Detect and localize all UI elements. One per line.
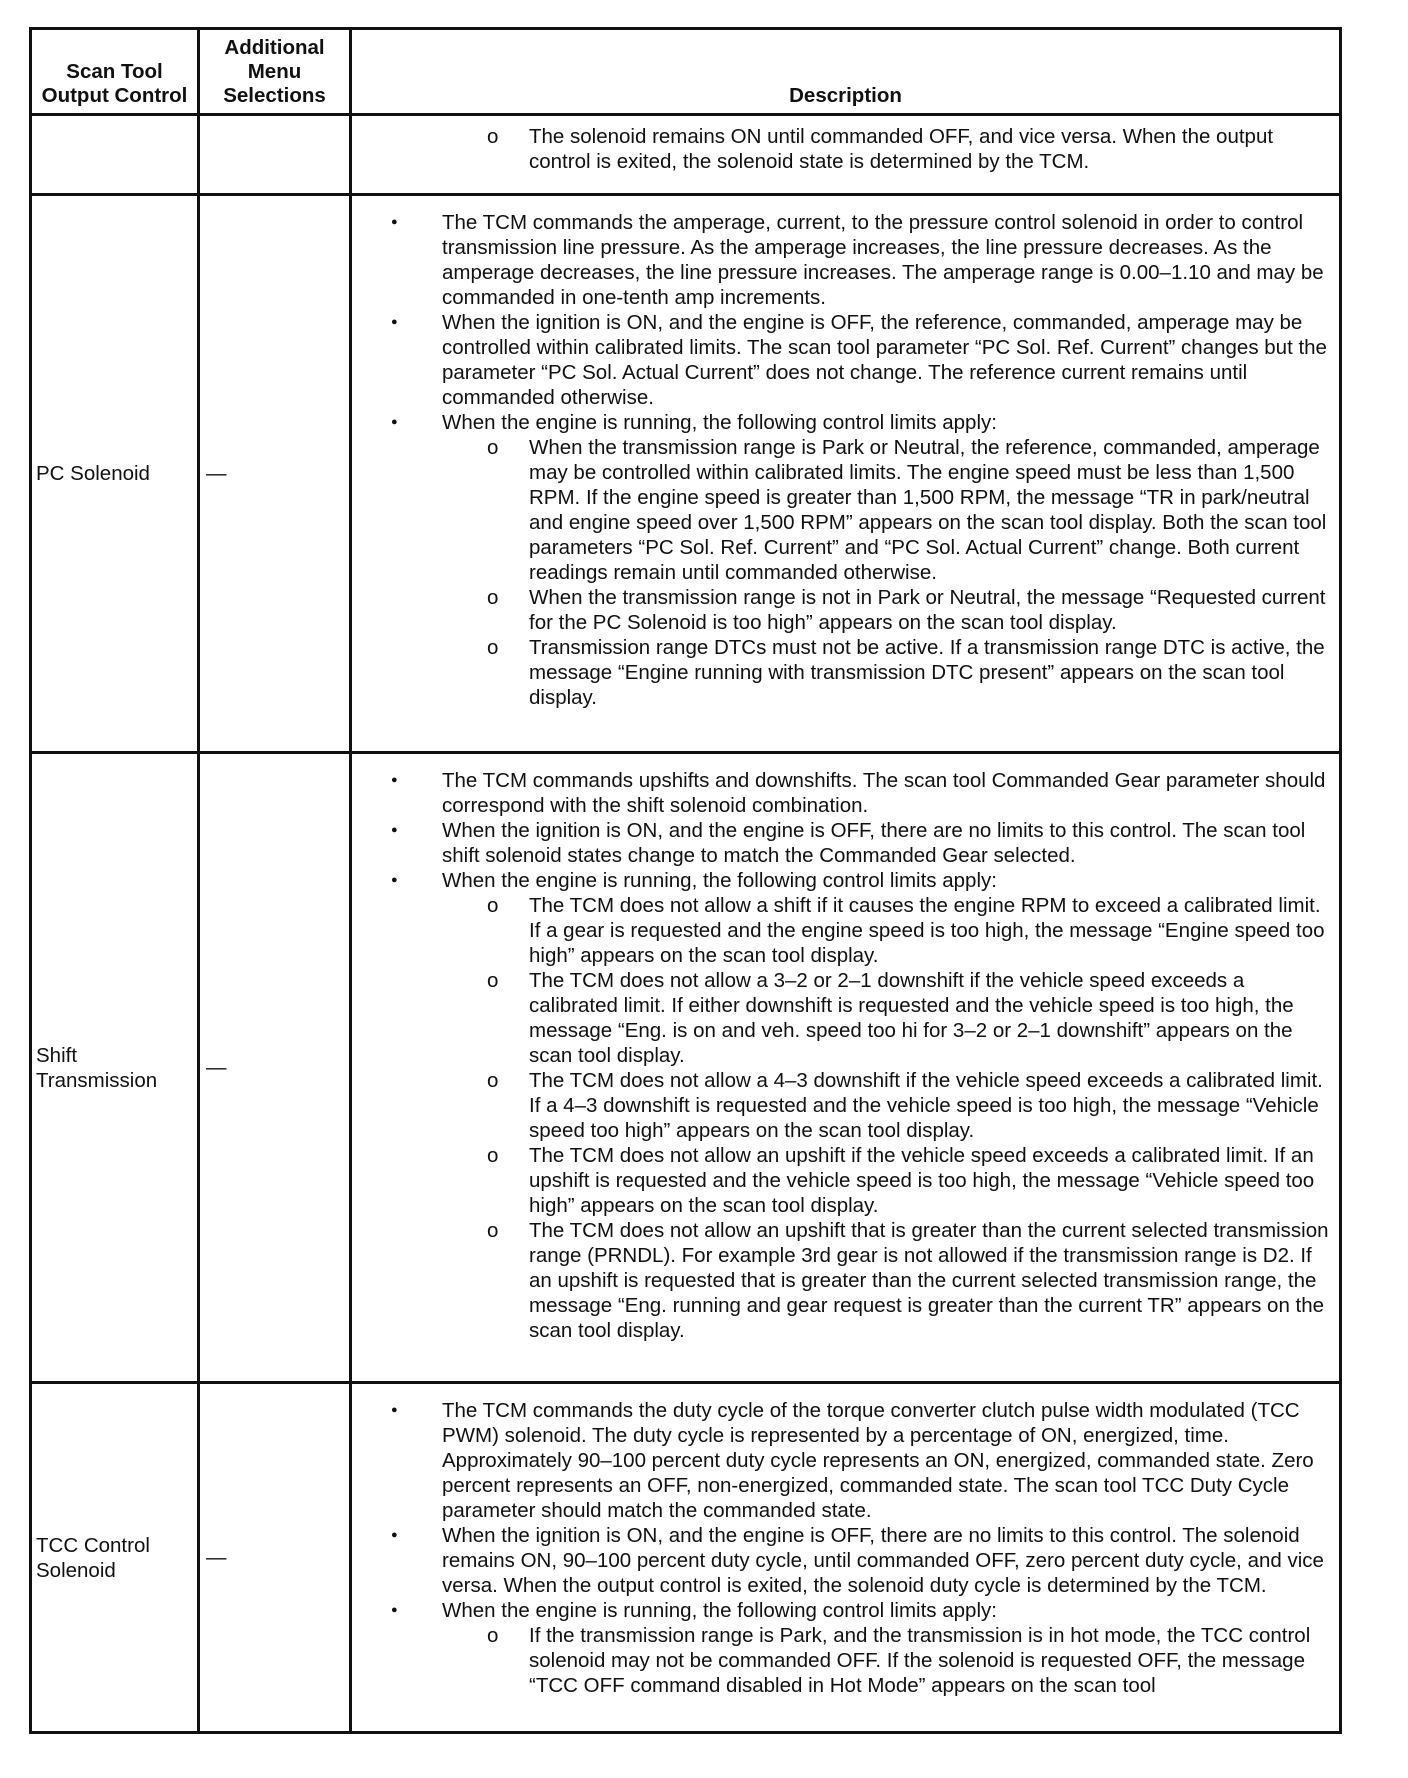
control-name (31, 115, 199, 195)
menu-selection: — (199, 753, 351, 1383)
menu-selection: — (199, 1383, 351, 1733)
output-control-table (29, 27, 1342, 1734)
bullet-text: When the engine is running, the following control limits apply: (442, 1599, 997, 1622)
menu-selection (199, 115, 351, 195)
sub-item: o The TCM does not allow a 3–2 or 2–1 downshift if the vehicle speed exceeds a calibrated limit. If either downshift is requested and the vehicle speed is too high, the message “Eng. is on and veh. speed too hi for 3–2 or 2–1 downshift” appears on the scan tool display. (529, 968, 1335, 1068)
control-name: TCC Control Solenoid (31, 1383, 199, 1733)
control-name: PC Solenoid (31, 195, 199, 753)
bullet-item (442, 1598, 1335, 1698)
description-cell (351, 195, 1341, 753)
control-name: Shift Transmission (31, 753, 199, 1383)
sub-item: o The TCM does not allow a 4–3 downshift if the vehicle speed exceeds a calibrated limit. If a 4–3 downshift is requested and the vehicle speed is too high, the message “Vehicle speed too high” appears on the scan tool display. (529, 1068, 1335, 1143)
bullet-item: ● The TCM commands upshifts and downshifts. The scan tool Commanded Gear parameter should correspond with the shift solenoid combination. (442, 768, 1335, 818)
table-row-continuation (31, 115, 1341, 195)
bullet-item: ● The TCM commands the duty cycle of the torque converter clutch pulse width modulated (TCC PWM) solenoid. The duty cycle is represented by a percentage of ON, energized, time. Approximately 90–100 percent duty cycle represents an ON, energized, commanded state. Zero percent represents an OFF, non-energized, commanded state. The scan tool TCC Duty Cycle parameter should match the commanded state. (442, 1398, 1335, 1523)
sub-item: o The TCM does not allow a shift if it causes the engine RPM to exceed a calibrated limit. If a gear is requested and the engine speed is too high, the message “Engine speed too high” appears on the scan tool display. (529, 893, 1335, 968)
bullet-item: ● When the ignition is ON, and the engine is OFF, there are no limits to this control. The solenoid remains ON, 90–100 percent duty cycle, until commanded OFF, zero percent duty cycle, and vice versa. When the output control is exited, the solenoid duty cycle is determined by the TCM. (442, 1523, 1335, 1598)
sub-item: o Transmission range DTCs must not be active. If a transmission range DTC is active, the message “Engine running with transmission DTC present” appears on the scan tool display. (529, 635, 1335, 710)
header-description: Description (351, 29, 1341, 115)
bullet-text: When the engine is running, the following control limits apply: (442, 411, 997, 434)
bullet-item: ● The TCM commands the amperage, current, to the pressure control solenoid in order to control transmission line pressure. As the amperage increases, the line pressure decreases. As the amperage decreases, the line pressure increases. The amperage range is 0.00–1.10 and may be commanded in one-tenth amp increments. (442, 210, 1335, 310)
menu-selection: — (199, 195, 351, 753)
table-row-tcc-control-solenoid (31, 1383, 1341, 1733)
sub-item: o The TCM does not allow an upshift if the vehicle speed exceeds a calibrated limit. If an upshift is requested and the vehicle speed is too high, the message “Vehicle speed too high” appears on the scan tool display. (529, 1143, 1335, 1218)
bullet-text: When the engine is running, the following control limits apply: (442, 869, 997, 892)
sub-item: o The TCM does not allow an upshift that is greater than the current selected transmission range (PRNDL). For example 3rd gear is not allowed if the transmission range is D2. If an upshift is requested that is greater than the current selected transmission range, the message “Eng. running and gear request is greater than the current TR” appears on the scan tool display. (529, 1218, 1335, 1343)
sub-item: o When the transmission range is Park or Neutral, the reference, commanded, amperage may be controlled within calibrated limits. The engine speed must be less than 1,500 RPM. If the engine speed is greater than 1,500 RPM, the message “TR in park/neutral and engine speed over 1,500 RPM” appears on the scan tool display. Both the scan tool parameters “PC Sol. Ref. Current” and “PC Sol. Actual Current” change. Both current readings remain until commanded otherwise. (529, 435, 1335, 585)
bullet-item: ● When the ignition is ON, and the engine is OFF, the reference, commanded, amperage may be controlled within calibrated limits. The scan tool parameter “PC Sol. Ref. Current” changes but the parameter “PC Sol. Actual Current” does not change. The reference current remains until commanded otherwise. (442, 310, 1335, 410)
bullet-item (442, 410, 1335, 710)
sub-item: o When the transmission range is not in Park or Neutral, the message “Requested current for the PC Solenoid is too high” appears on the scan tool display. (529, 585, 1335, 635)
header-row (31, 29, 1341, 115)
sub-item: o If the transmission range is Park, and the transmission is in hot mode, the TCC control solenoid may not be commanded OFF. If the solenoid is requested OFF, the message “TCC OFF command disabled in Hot Mode” appears on the scan tool (529, 1623, 1335, 1698)
bullet-item: ● When the ignition is ON, and the engine is OFF, there are no limits to this control. The scan tool shift solenoid states change to match the Commanded Gear selected. (442, 818, 1335, 868)
table-row-shift-transmission (31, 753, 1341, 1383)
sub-item: o The solenoid remains ON until commanded OFF, and vice versa. When the output control is exited, the solenoid state is determined by the TCM. (529, 124, 1335, 174)
bullet-item (442, 868, 1335, 1343)
header-menu-selections: Additional Menu Selections (199, 29, 351, 115)
description-cell (351, 115, 1341, 195)
description-cell (351, 1383, 1341, 1733)
header-output-control: Scan Tool Output Control (31, 29, 199, 115)
description-cell (351, 753, 1341, 1383)
table-row-pc-solenoid (31, 195, 1341, 753)
